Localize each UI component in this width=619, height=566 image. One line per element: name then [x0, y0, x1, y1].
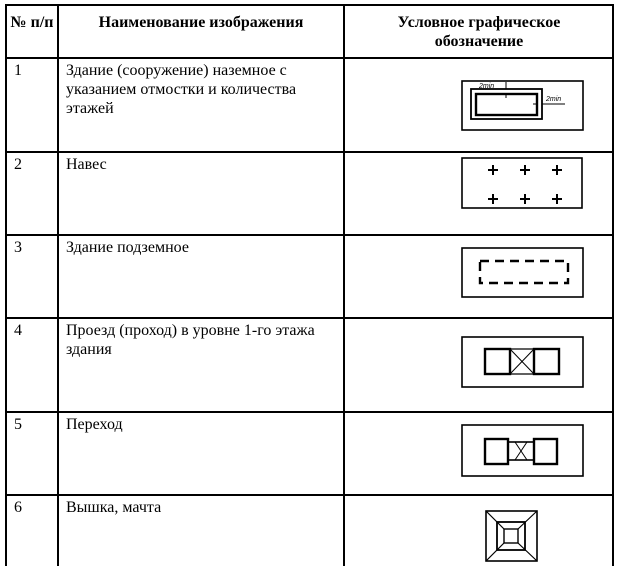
column-divider [343, 4, 345, 566]
row-num: 5 [14, 416, 22, 433]
row-divider [5, 494, 614, 496]
row-name: Проезд (проход) в уровне 1-го этажа здания [66, 322, 315, 358]
row-num: 3 [14, 239, 22, 256]
row-num: 1 [14, 62, 22, 79]
header-num: № п/п [10, 14, 54, 31]
tower-symbol [485, 510, 539, 563]
crossing-symbol [461, 424, 585, 478]
row-num: 2 [14, 156, 22, 173]
table-border-left [5, 4, 7, 566]
row-divider [5, 234, 614, 236]
offset-label: 2min [479, 83, 495, 90]
row-name: Вышка, мачта [66, 499, 162, 516]
row-name: Здание подземное [66, 239, 189, 256]
row-divider [5, 57, 614, 59]
row-name: Здание (сооружение) наземное с указанием отмостки и количества этажей [66, 62, 297, 117]
row-name: Навес [66, 156, 107, 173]
row-divider [5, 317, 614, 319]
header-name: Наименование изображения [98, 14, 304, 31]
row-num: 6 [14, 499, 22, 516]
table-border-top [5, 4, 614, 6]
row-divider [5, 151, 614, 153]
ground-building-symbol [461, 80, 585, 132]
offset-label: 2min [546, 96, 562, 103]
row-name: Переход [66, 416, 123, 433]
header-symbol: Условное графическое обозначение [397, 14, 561, 50]
canopy-symbol [461, 157, 583, 209]
column-divider [57, 4, 59, 566]
row-num: 4 [14, 322, 22, 339]
row-divider [5, 411, 614, 413]
underground-building-symbol [461, 247, 585, 299]
table-border-right [612, 4, 614, 566]
passage-symbol [461, 336, 585, 389]
